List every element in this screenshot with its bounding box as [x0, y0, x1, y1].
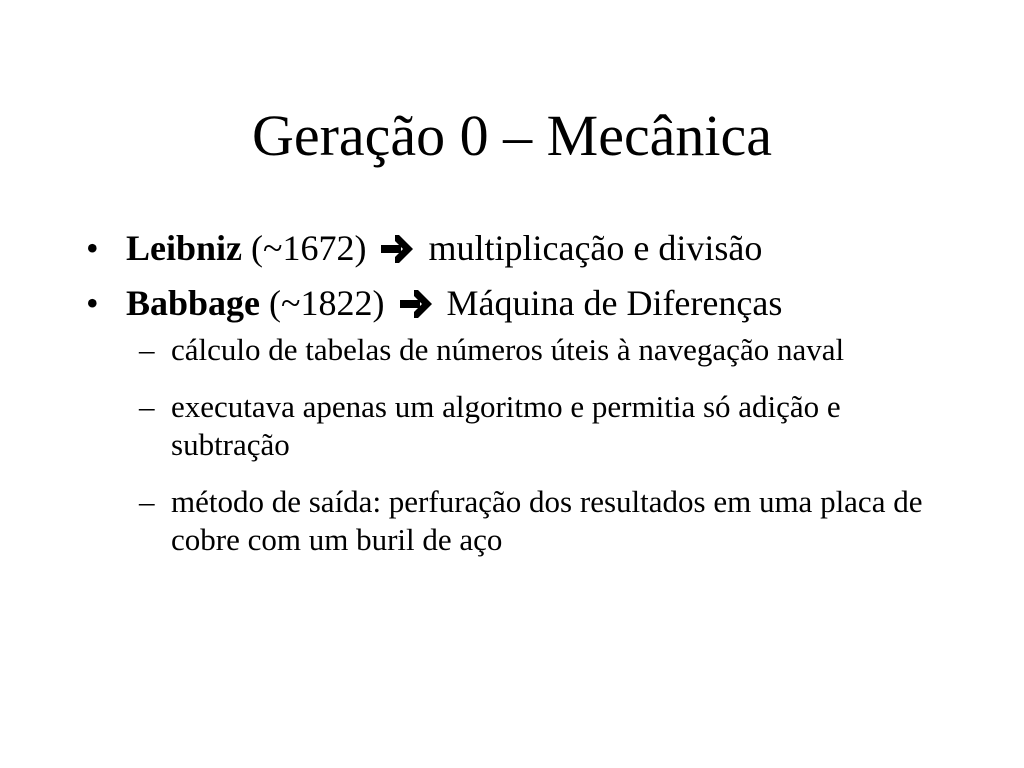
bullet-description: Máquina de Diferenças — [446, 283, 783, 323]
sub-bullet-glyph: – — [139, 332, 155, 367]
bullet-glyph: • — [86, 283, 99, 323]
sub-bullet-list — [126, 331, 946, 559]
right-arrow-icon — [400, 290, 434, 318]
sub-bullet-item — [126, 483, 946, 559]
bullet-date: (~1822) — [269, 283, 385, 323]
bullet-item-babbage — [86, 283, 946, 559]
right-arrow-icon — [381, 235, 415, 263]
sub-bullet-item — [126, 331, 946, 369]
slide-title: Geração 0 – Mecânica — [251, 103, 773, 168]
bullet-name: Leibniz — [126, 228, 243, 268]
bullet-glyph: • — [86, 228, 99, 268]
bullet-description: multiplicação e divisão — [428, 228, 763, 268]
bullet-name: Babbage — [126, 283, 261, 323]
sub-bullet-text: cálculo de tabelas de números úteis à navegação naval — [171, 332, 845, 367]
sub-bullet-glyph: – — [139, 484, 155, 519]
bullet-list — [86, 228, 946, 578]
sub-bullet-glyph: – — [139, 389, 155, 424]
bullet-item-leibniz — [86, 228, 946, 268]
sub-bullet-text: método de saída: perfuração dos resultados em uma placa de cobre com um buril de aço — [171, 484, 923, 557]
sub-bullet-item — [126, 388, 946, 464]
bullet-date: (~1672) — [251, 228, 367, 268]
sub-bullet-text: executava apenas um algoritmo e permitia só adição e subtração — [171, 389, 841, 462]
